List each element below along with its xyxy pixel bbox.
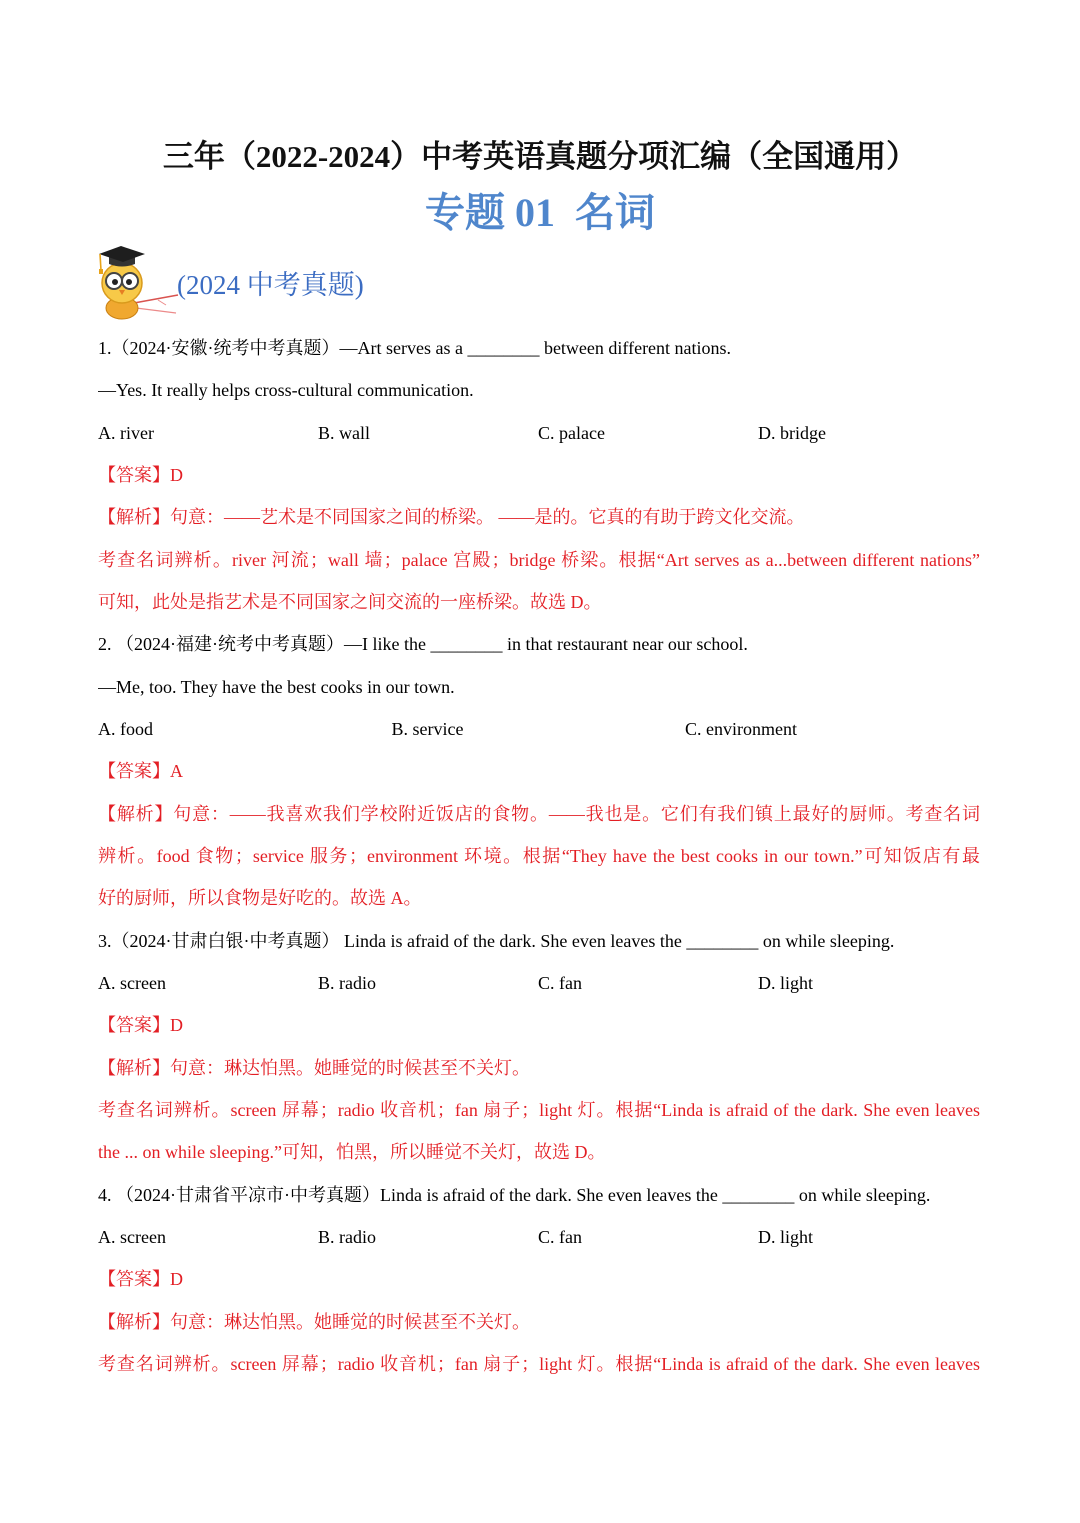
question-2 [98, 623, 980, 919]
document-title: 三年（2022-2024）中考英语真题分项汇编（全国通用） [162, 139, 918, 174]
option-c: C. environment [685, 718, 797, 739]
analysis-line: 好的厨师，所以食物是好吃的。故选 A。 [98, 888, 422, 909]
question-stem: —Me, too. They have the best cooks in our town. [98, 676, 455, 697]
option-a: A. food [98, 718, 153, 739]
option-d: D. light [758, 972, 814, 993]
answer-line: 【答案】D [98, 1269, 183, 1290]
option-b: B. radio [318, 1226, 376, 1247]
option-d: D. bridge [758, 422, 826, 443]
analysis-line: 考查名词辨析。river 河流；wall 墙；palace 宫殿；bridge 桥梁。根据“Art serves as a...between different nations” [98, 549, 980, 570]
option-a: A. river [98, 422, 154, 443]
options-row [98, 1216, 980, 1258]
analysis-line: 考查名词辨析。screen 屏幕；radio 收音机；fan 扇子；light 灯。根据“Linda is afraid of the dark. She even leaves [98, 1353, 980, 1374]
analysis-line: 【解析】句意：——我喜欢我们学校附近饭店的食物。——我也是。它们有我们镇上最好的厨师。考查名词 [98, 803, 980, 824]
options-row [98, 412, 980, 454]
question-4 [98, 1174, 980, 1386]
options-row [98, 708, 980, 750]
option-b: B. radio [318, 972, 376, 993]
analysis-line: the ... on while sleeping.”可知，怕黑，所以睡觉不关灯，故选 D。 [98, 1142, 606, 1163]
question-stem: 1.（2024·安徽·统考中考真题）—Art serves as a ________ between different nations. [98, 338, 732, 358]
question-3 [98, 920, 980, 1174]
analysis-line: 考查名词辨析。screen 屏幕；radio 收音机；fan 扇子；light 灯。根据“Linda is afraid of the dark. She even leaves [98, 1099, 980, 1120]
option-b: B. service [391, 718, 464, 739]
topic-title: 专题 01 名词 [425, 190, 655, 235]
analysis-line: 【解析】句意：琳达怕黑。她睡觉的时候甚至不关灯。 [98, 1311, 530, 1332]
question-stem: 3.（2024·甘肃白银·中考真题） Linda is afraid of the dark. She even leaves the ________ on while sleeping. [98, 930, 895, 951]
option-c: C. fan [538, 972, 582, 993]
option-a: A. screen [98, 1226, 166, 1247]
option-c: C. palace [538, 422, 605, 443]
section-heading: (2024 中考真题) [177, 270, 364, 300]
answer-line: 【答案】A [98, 761, 183, 782]
question-list [98, 327, 980, 1385]
question-stem: 4. （2024·甘肃省平凉市·中考真题）Linda is afraid of the dark. She even leaves the ________ on while sleeping. [98, 1184, 931, 1205]
question-1 [98, 327, 980, 623]
answer-line: 【答案】D [98, 464, 183, 485]
analysis-line: 辨析。food 食物；service 服务；environment 环境。根据“They have the best cooks in our town.”可知饭店有最 [98, 845, 980, 866]
analysis-line: 【解析】句意：——艺术是不同国家之间的桥梁。 ——是的。它真的有助于跨文化交流。 [98, 507, 805, 528]
question-stem: —Yes. It really helps cross-cultural communication. [98, 380, 474, 401]
option-c: C. fan [538, 1226, 582, 1247]
question-stem: 2. （2024·福建·统考中考真题）—I like the ________ in that restaurant near our school. [98, 634, 748, 655]
option-d: D. light [758, 1226, 814, 1247]
analysis-line: 【解析】句意：琳达怕黑。她睡觉的时候甚至不关灯。 [98, 1057, 530, 1078]
option-b: B. wall [318, 422, 370, 443]
answer-line: 【答案】D [98, 1015, 183, 1036]
owl-mascot-icon [96, 245, 180, 321]
option-a: A. screen [98, 972, 166, 993]
options-row [98, 962, 980, 1004]
analysis-line: 可知，此处是指艺术是不同国家之间交流的一座桥梁。故选 D。 [98, 591, 602, 612]
